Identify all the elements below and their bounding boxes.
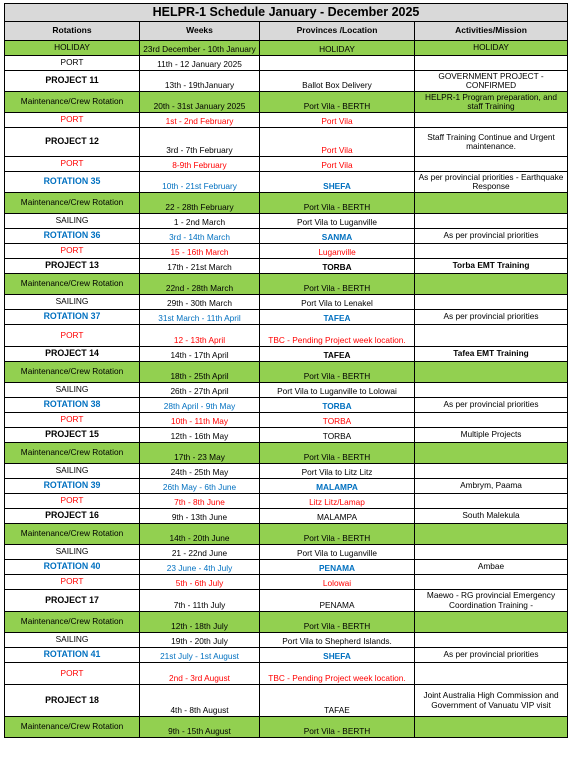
location-cell: TAFAE xyxy=(260,685,415,717)
weeks-cell: 14th - 17th April xyxy=(140,347,260,362)
weeks-cell: 14th - 20th June xyxy=(140,524,260,545)
weeks-cell: 5th - 6th July xyxy=(140,575,260,590)
rotation-cell: ROTATION 41 xyxy=(5,648,140,663)
location-cell: TORBA xyxy=(260,398,415,413)
table-row xyxy=(5,479,568,494)
activity-cell: As per provincial priorities xyxy=(415,310,568,325)
activity-cell: Multiple Projects xyxy=(415,428,568,443)
location-cell: SHEFA xyxy=(260,172,415,193)
rotation-cell: PORT xyxy=(5,413,140,428)
table-row xyxy=(5,717,568,738)
table-row xyxy=(5,214,568,229)
activity-cell: Staff Training Continue and Urgent maintenance. xyxy=(415,128,568,157)
rotation-cell: ROTATION 37 xyxy=(5,310,140,325)
activity-cell: As per provincial priorities xyxy=(415,648,568,663)
table-row xyxy=(5,229,568,244)
rotation-cell: PROJECT 15 xyxy=(5,428,140,443)
schedule-body xyxy=(5,41,568,738)
schedule-container xyxy=(4,3,567,738)
location-cell: Port Vila to Luganville xyxy=(260,545,415,560)
location-cell: Ballot Box Delivery xyxy=(260,71,415,92)
location-cell: Port Vila - BERTH xyxy=(260,524,415,545)
location-cell: Luganville xyxy=(260,244,415,259)
weeks-cell: 1st - 2nd February xyxy=(140,113,260,128)
rotation-cell: PROJECT 17 xyxy=(5,590,140,612)
table-row xyxy=(5,443,568,464)
table-row xyxy=(5,56,568,71)
activity-cell: Maewo - RG provincial Emergency Coordination Training - xyxy=(415,590,568,612)
location-cell: Port Vila xyxy=(260,157,415,172)
weeks-cell: 8-9th February xyxy=(140,157,260,172)
location-cell: Port Vila xyxy=(260,128,415,157)
location-cell xyxy=(260,56,415,71)
weeks-cell: 26th - 27th April xyxy=(140,383,260,398)
weeks-cell: 12th - 16th May xyxy=(140,428,260,443)
activity-cell xyxy=(415,113,568,128)
table-row xyxy=(5,193,568,214)
weeks-cell: 4th - 8th August xyxy=(140,685,260,717)
weeks-cell: 3rd - 7th February xyxy=(140,128,260,157)
table-row xyxy=(5,128,568,157)
rotation-cell: PORT xyxy=(5,325,140,347)
location-cell: MALAMPA xyxy=(260,509,415,524)
activity-cell: Tafea EMT Training xyxy=(415,347,568,362)
activity-cell xyxy=(415,244,568,259)
weeks-cell: 10th - 21st February xyxy=(140,172,260,193)
rotation-cell: Maintenance/Crew Rotation xyxy=(5,193,140,214)
weeks-cell: 15 - 16th March xyxy=(140,244,260,259)
location-cell: Port Vila - BERTH xyxy=(260,274,415,295)
weeks-cell: 3rd - 14th March xyxy=(140,229,260,244)
activity-cell xyxy=(415,214,568,229)
rotation-cell: Maintenance/Crew Rotation xyxy=(5,362,140,383)
activity-cell xyxy=(415,362,568,383)
rotation-cell: SAILING xyxy=(5,545,140,560)
weeks-cell: 10th - 11th May xyxy=(140,413,260,428)
weeks-cell: 20th - 31st January 2025 xyxy=(140,92,260,113)
weeks-cell: 29th - 30th March xyxy=(140,295,260,310)
rotation-cell: HOLIDAY xyxy=(5,41,140,56)
table-row xyxy=(5,113,568,128)
rotation-cell: ROTATION 39 xyxy=(5,479,140,494)
location-cell: Port Vila - BERTH xyxy=(260,717,415,738)
location-cell: PENAMA xyxy=(260,590,415,612)
activity-cell: Joint Australia High Commission and Government of Vanuatu VIP visit xyxy=(415,685,568,717)
location-cell: TAFEA xyxy=(260,310,415,325)
rotation-cell: PORT xyxy=(5,113,140,128)
rotation-cell: ROTATION 35 xyxy=(5,172,140,193)
rotation-cell: ROTATION 38 xyxy=(5,398,140,413)
location-cell: SHEFA xyxy=(260,648,415,663)
rotation-cell: SAILING xyxy=(5,464,140,479)
rotation-cell: PORT xyxy=(5,663,140,685)
activity-cell xyxy=(415,56,568,71)
activity-cell: HELPR-1 Program preparation, and staff Training xyxy=(415,92,568,113)
rotation-cell: Maintenance/Crew Rotation xyxy=(5,524,140,545)
table-row xyxy=(5,663,568,685)
location-cell: Port Vila to Litz Litz xyxy=(260,464,415,479)
location-cell: Port Vila xyxy=(260,113,415,128)
activity-cell xyxy=(415,633,568,648)
table-row xyxy=(5,274,568,295)
table-row xyxy=(5,524,568,545)
rotation-cell: PORT xyxy=(5,157,140,172)
activity-cell: South Malekula xyxy=(415,509,568,524)
activity-cell xyxy=(415,413,568,428)
rotation-cell: PROJECT 14 xyxy=(5,347,140,362)
table-row xyxy=(5,464,568,479)
table-row xyxy=(5,685,568,717)
table-row xyxy=(5,590,568,612)
weeks-cell: 7th - 11th July xyxy=(140,590,260,612)
rotation-cell: PORT xyxy=(5,244,140,259)
table-row xyxy=(5,398,568,413)
activity-cell xyxy=(415,612,568,633)
weeks-cell: 2nd - 3rd August xyxy=(140,663,260,685)
table-row xyxy=(5,428,568,443)
weeks-cell: 24th - 25th May xyxy=(140,464,260,479)
activity-cell: As per provincial priorities - Earthquake Response xyxy=(415,172,568,193)
weeks-cell: 19th - 20th July xyxy=(140,633,260,648)
weeks-cell: 21st July - 1st August xyxy=(140,648,260,663)
location-cell: TBC - Pending Project week location. xyxy=(260,325,415,347)
header-row xyxy=(5,22,568,41)
location-cell: MALAMPA xyxy=(260,479,415,494)
weeks-cell: 13th - 19thJanuary xyxy=(140,71,260,92)
location-cell: TORBA xyxy=(260,259,415,274)
rotation-cell: Maintenance/Crew Rotation xyxy=(5,274,140,295)
weeks-cell: 12th - 18th July xyxy=(140,612,260,633)
location-cell: Port Vila - BERTH xyxy=(260,443,415,464)
table-row xyxy=(5,575,568,590)
table-row xyxy=(5,633,568,648)
weeks-cell: 7th - 8th June xyxy=(140,494,260,509)
table-row xyxy=(5,244,568,259)
table-row xyxy=(5,295,568,310)
activity-cell: Torba EMT Training xyxy=(415,259,568,274)
weeks-cell: 26th May - 6th June xyxy=(140,479,260,494)
table-row xyxy=(5,648,568,663)
table-row xyxy=(5,509,568,524)
header-location: Provinces /Location xyxy=(260,22,415,41)
location-cell: Port Vila to Shepherd Islands. xyxy=(260,633,415,648)
activity-cell xyxy=(415,663,568,685)
weeks-cell: 28th April - 9th May xyxy=(140,398,260,413)
header-weeks: Weeks xyxy=(140,22,260,41)
activity-cell xyxy=(415,443,568,464)
activity-cell: HOLIDAY xyxy=(415,41,568,56)
activity-cell: Ambae xyxy=(415,560,568,575)
rotation-cell: PROJECT 12 xyxy=(5,128,140,157)
rotation-cell: Maintenance/Crew Rotation xyxy=(5,443,140,464)
activity-cell xyxy=(415,325,568,347)
rotation-cell: SAILING xyxy=(5,633,140,648)
table-row xyxy=(5,612,568,633)
header-rotations: Rotations xyxy=(5,22,140,41)
activity-cell xyxy=(415,464,568,479)
weeks-cell: 23rd December - 10th January xyxy=(140,41,260,56)
weeks-cell: 23 June - 4th July xyxy=(140,560,260,575)
header-activities: Activities/Mission xyxy=(415,22,568,41)
weeks-cell: 12 - 13th April xyxy=(140,325,260,347)
weeks-cell: 9th - 13th June xyxy=(140,509,260,524)
weeks-cell: 11th - 12 January 2025 xyxy=(140,56,260,71)
activity-cell: Ambrym, Paama xyxy=(415,479,568,494)
location-cell: Lolowai xyxy=(260,575,415,590)
activity-cell xyxy=(415,717,568,738)
table-row xyxy=(5,172,568,193)
activity-cell: GOVERNMENT PROJECT - CONFIRMED xyxy=(415,71,568,92)
table-row xyxy=(5,383,568,398)
weeks-cell: 21 - 22nd June xyxy=(140,545,260,560)
activity-cell xyxy=(415,193,568,214)
weeks-cell: 1 - 2nd March xyxy=(140,214,260,229)
weeks-cell: 9th - 15th August xyxy=(140,717,260,738)
location-cell: Port Vila to Luganville xyxy=(260,214,415,229)
location-cell: TORBA xyxy=(260,413,415,428)
weeks-cell: 22nd - 28th March xyxy=(140,274,260,295)
location-cell: TORBA xyxy=(260,428,415,443)
rotation-cell: PORT xyxy=(5,575,140,590)
rotation-cell: PROJECT 13 xyxy=(5,259,140,274)
activity-cell xyxy=(415,383,568,398)
rotation-cell: Maintenance/Crew Rotation xyxy=(5,717,140,738)
activity-cell xyxy=(415,545,568,560)
rotation-cell: PROJECT 11 xyxy=(5,71,140,92)
table-row xyxy=(5,545,568,560)
activity-cell xyxy=(415,295,568,310)
table-row xyxy=(5,560,568,575)
activity-cell: As per provincial priorities xyxy=(415,398,568,413)
table-row xyxy=(5,259,568,274)
location-cell: Port Vila - BERTH xyxy=(260,92,415,113)
location-cell: Port Vila to Lenakel xyxy=(260,295,415,310)
table-row xyxy=(5,92,568,113)
rotation-cell: SAILING xyxy=(5,214,140,229)
activity-cell xyxy=(415,157,568,172)
table-row xyxy=(5,157,568,172)
table-row xyxy=(5,325,568,347)
location-cell: PENAMA xyxy=(260,560,415,575)
rotation-cell: SAILING xyxy=(5,383,140,398)
activity-cell: As per provincial priorities xyxy=(415,229,568,244)
rotation-cell: PROJECT 18 xyxy=(5,685,140,717)
rotation-cell: ROTATION 40 xyxy=(5,560,140,575)
location-cell: Port Vila - BERTH xyxy=(260,362,415,383)
rotation-cell: PORT xyxy=(5,494,140,509)
rotation-cell: ROTATION 36 xyxy=(5,229,140,244)
weeks-cell: 17th - 21st March xyxy=(140,259,260,274)
location-cell: TAFEA xyxy=(260,347,415,362)
activity-cell xyxy=(415,575,568,590)
rotation-cell: Maintenance/Crew Rotation xyxy=(5,612,140,633)
table-row xyxy=(5,71,568,92)
table-row xyxy=(5,310,568,325)
table-row xyxy=(5,494,568,509)
schedule-table xyxy=(4,3,568,738)
activity-cell xyxy=(415,274,568,295)
rotation-cell: PROJECT 16 xyxy=(5,509,140,524)
table-row xyxy=(5,347,568,362)
weeks-cell: 22 - 28th February xyxy=(140,193,260,214)
table-row xyxy=(5,413,568,428)
rotation-cell: Maintenance/Crew Rotation xyxy=(5,92,140,113)
table-row xyxy=(5,362,568,383)
weeks-cell: 31st March - 11th April xyxy=(140,310,260,325)
weeks-cell: 17th - 23 May xyxy=(140,443,260,464)
weeks-cell: 18th - 25th April xyxy=(140,362,260,383)
location-cell: HOLIDAY xyxy=(260,41,415,56)
table-row xyxy=(5,41,568,56)
location-cell: SANMA xyxy=(260,229,415,244)
rotation-cell: PORT xyxy=(5,56,140,71)
rotation-cell: SAILING xyxy=(5,295,140,310)
activity-cell xyxy=(415,494,568,509)
schedule-title: HELPR-1 Schedule January - December 2025 xyxy=(4,3,568,21)
location-cell: Litz Litz/Lamap xyxy=(260,494,415,509)
activity-cell xyxy=(415,524,568,545)
location-cell: Port Vila - BERTH xyxy=(260,612,415,633)
location-cell: TBC - Pending Project week location. xyxy=(260,663,415,685)
location-cell: Port Vila to Luganville to Lolowai xyxy=(260,383,415,398)
location-cell: Port Vila - BERTH xyxy=(260,193,415,214)
